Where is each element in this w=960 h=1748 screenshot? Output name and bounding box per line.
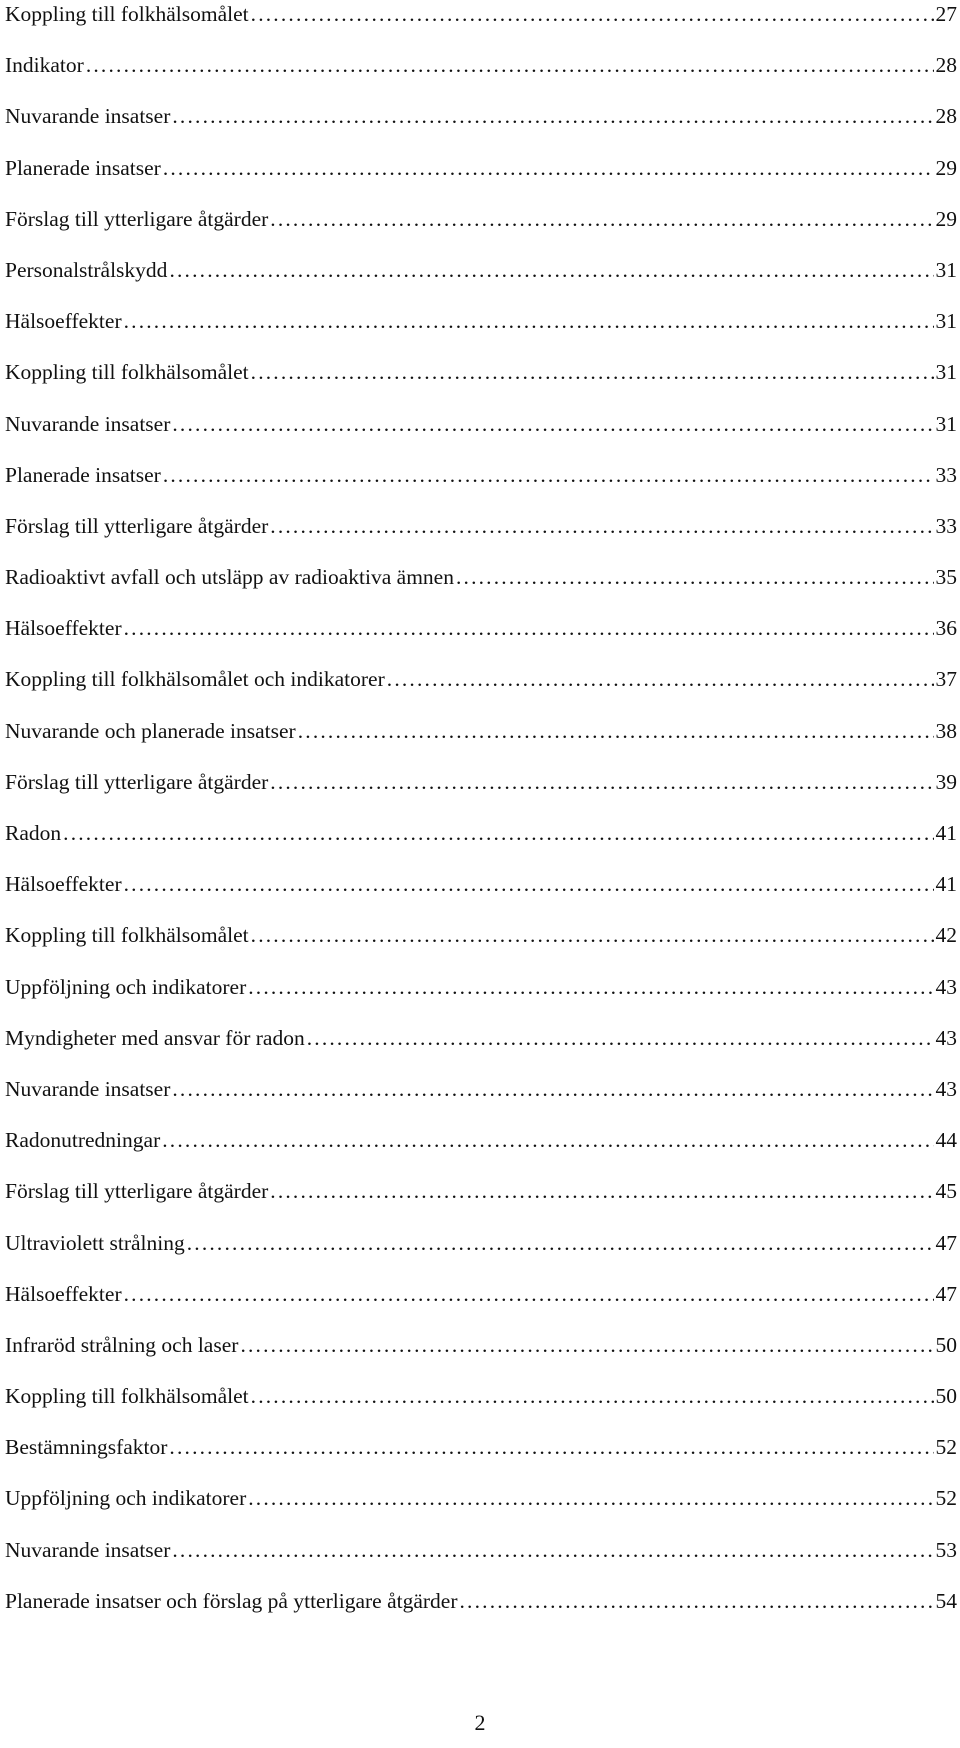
toc-dot-leader [270,205,933,233]
toc-entry[interactable] [5,717,957,768]
toc-entry[interactable] [5,410,957,461]
toc-entry-page: 28 [935,104,957,129]
toc-entry-title: Radioaktivt avfall och utsläpp av radioaktiva ämnen [5,565,454,590]
toc-entry-page: 28 [935,53,957,78]
toc-entry-page: 50 [935,1384,957,1409]
toc-dot-leader [124,870,934,898]
toc-entry-page: 54 [935,1588,957,1613]
toc-dot-leader [270,768,933,796]
toc-entry-page: 47 [935,1230,957,1255]
toc-entry-title: Förslag till ytterligare åtgärder [5,206,269,231]
toc-entry[interactable] [5,102,957,153]
toc-dot-leader [163,461,934,489]
page-number: 2 [474,1710,486,1735]
toc-entry-page: 43 [935,1076,957,1101]
toc-entry-page: 44 [935,1128,957,1153]
toc-dot-leader [187,1229,934,1257]
toc-dot-leader [460,1587,934,1615]
toc-entry[interactable] [5,1280,957,1331]
toc-dot-leader [162,1126,933,1154]
toc-entry-title: Förslag till ytterligare åtgärder [5,1179,269,1204]
toc-entry[interactable] [5,1331,957,1382]
toc-entry-title: Förslag till ytterligare åtgärder [5,513,269,538]
toc-entry-page: 50 [935,1332,957,1357]
toc-entry-page: 45 [935,1179,957,1204]
toc-dot-leader [270,1177,933,1205]
toc-entry-title: Koppling till folkhälsomålet [5,360,249,385]
toc-entry-title: Planerade insatser [5,462,161,487]
toc-dot-leader [63,819,933,847]
toc-entry-title: Nuvarande insatser [5,411,171,436]
toc-dot-leader [172,1075,933,1103]
toc-entry-title: Uppföljning och indikatorer [5,974,247,999]
toc-entry[interactable] [5,665,957,716]
toc-entry-title: Myndigheter med ansvar för radon [5,1025,305,1050]
toc-entry[interactable] [5,1536,957,1587]
toc-entry-title: Hälsoeffekter [5,309,122,334]
toc-entry-page: 27 [935,2,957,26]
toc-dot-leader [124,614,934,642]
toc-entry[interactable] [5,512,957,563]
toc-entry-page: 41 [935,821,957,845]
toc-entry-title: Radonutredningar [5,1128,161,1153]
toc-entry-page: 38 [935,718,957,743]
toc-dot-leader [387,665,934,693]
toc-entry-page: 36 [935,616,957,641]
toc-dot-leader [172,1536,933,1564]
toc-entry[interactable] [5,1126,957,1177]
toc-entry[interactable] [5,358,957,409]
toc-dot-leader [307,1024,934,1052]
toc-entry-title: Förslag till ytterligare åtgärder [5,769,269,794]
toc-entry-page: 29 [935,206,957,231]
toc-entry[interactable] [5,1382,957,1433]
toc-dot-leader [172,102,933,130]
toc-entry-page: 41 [935,872,957,897]
toc-dot-leader [240,1331,933,1359]
toc-entry-title: Koppling till folkhälsomålet [5,1384,249,1409]
toc-entry[interactable] [5,1075,957,1126]
toc-entry[interactable] [5,614,957,665]
toc-entry[interactable] [5,1177,957,1228]
toc-dot-leader [251,1382,934,1410]
toc-entry-page: 37 [935,667,957,692]
toc-dot-leader [163,154,934,182]
toc-dot-leader [270,512,933,540]
toc-entry-title: Personalstrålskydd [5,257,168,282]
toc-entry-title: Nuvarande insatser [5,104,171,129]
toc-dot-leader [169,256,933,284]
toc-entry[interactable] [5,1484,957,1535]
toc-dot-leader [124,1280,934,1308]
toc-entry[interactable] [5,51,957,102]
toc-entry[interactable] [5,205,957,256]
toc-entry[interactable] [5,921,957,972]
toc-entry-title: Nuvarande insatser [5,1537,171,1562]
toc-entry[interactable] [5,768,957,819]
toc-entry-page: 39 [935,769,957,794]
toc-entry-title: Infraröd strålning och laser [5,1332,239,1357]
toc-entry-title: Hälsoeffekter [5,872,122,897]
toc-entry[interactable] [5,307,957,358]
toc-entry-title: Koppling till folkhälsomålet och indikatorer [5,667,385,692]
toc-entry-title: Indikator [5,53,84,78]
toc-entry[interactable] [5,1587,957,1638]
toc-dot-leader [124,307,934,335]
toc-entry-page: 31 [935,309,957,334]
toc-entry-page: 31 [935,257,957,282]
toc-entry[interactable] [5,1229,957,1280]
toc-entry[interactable] [5,1024,957,1075]
toc-dot-leader [251,921,934,949]
toc-entry-title: Bestämningsfaktor [5,1435,168,1460]
toc-entry-title: Hälsoeffekter [5,616,122,641]
toc-entry-page: 35 [935,565,957,590]
toc-entry[interactable] [5,973,957,1024]
toc-dot-leader [298,717,934,745]
toc-entry-page: 29 [935,155,957,180]
toc-entry-page: 43 [935,974,957,999]
toc-entry-title: Nuvarande och planerade insatser [5,718,296,743]
toc-entry-title: Ultraviolett strålning [5,1230,185,1255]
toc-entry[interactable] [5,0,957,51]
toc-entry-title: Planerade insatser och förslag på ytterligare åtgärder [5,1588,458,1613]
toc-entry-page: 31 [935,360,957,385]
toc-entry-page: 53 [935,1537,957,1562]
toc-entry[interactable] [5,870,957,921]
toc-dot-leader [251,0,934,28]
toc-entry-page: 33 [935,513,957,538]
toc-entry-page: 52 [935,1435,957,1460]
toc-entry-title: Planerade insatser [5,155,161,180]
toc-entry-page: 47 [935,1281,957,1306]
toc-entry[interactable] [5,256,957,307]
toc-dot-leader [248,973,933,1001]
toc-entry-page: 42 [935,923,957,948]
toc-dot-leader [169,1433,933,1461]
toc-dot-leader [248,1484,933,1512]
toc-dot-leader [172,410,933,438]
toc-entry-title: Koppling till folkhälsomålet [5,2,249,26]
toc-entry-page: 52 [935,1486,957,1511]
toc-entry-page: 31 [935,411,957,436]
toc-entry-title: Radon [5,821,62,845]
table-of-contents [5,0,957,1638]
toc-entry-page: 43 [935,1025,957,1050]
toc-entry-title: Koppling till folkhälsomålet [5,923,249,948]
toc-entry-title: Uppföljning och indikatorer [5,1486,247,1511]
toc-entry-title: Hälsoeffekter [5,1281,122,1306]
toc-dot-leader [86,51,934,79]
toc-entry[interactable] [5,563,957,614]
toc-entry[interactable] [5,819,957,870]
toc-entry[interactable] [5,154,957,205]
toc-dot-leader [456,563,934,591]
toc-entry[interactable] [5,461,957,512]
toc-dot-leader [251,358,934,386]
toc-entry[interactable] [5,1433,957,1484]
toc-entry-title: Nuvarande insatser [5,1076,171,1101]
toc-entry-page: 33 [935,462,957,487]
